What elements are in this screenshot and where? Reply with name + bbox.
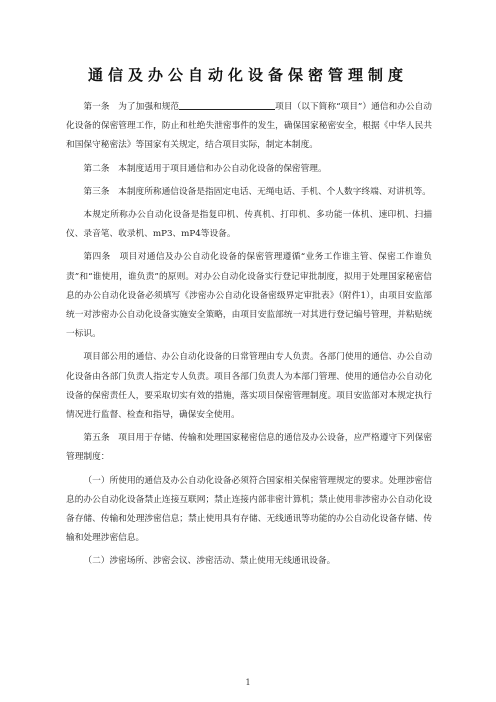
document-body <box>66 98 432 576</box>
paragraph-article-2: 第二条 本制度适用于项目通信和办公自动化设备的保密管理。 <box>83 163 327 174</box>
document-title: 通信及办公自动化设备保密管理制度 <box>87 66 408 84</box>
paragraph-article-4: 第四条 项目对通信及办公自动化设备的保密管理遵循“业务工作谁主管、保密工作谁负责”和“谁使用，谁负责”的原则。对办公自动化设备实行登记审批制度，拟用于处理国家秘密信息的办公自动化设备必须填写《涉密办公自动化设备密级界定审批表》（附件1），由项目安监部统一对涉密办公自动化设备实施安全策略，由项目安监部统一对其进行登记编号管理，并粘贴统一标识。 <box>66 252 432 340</box>
paragraph-item-2: （二）涉密场所、涉密会议、涉密活动、禁止使用无线通讯设备。 <box>83 556 336 567</box>
paragraph-text: 第一条 为了加强和规范 <box>83 102 180 112</box>
paragraph-article-3-definition: 本规定所称办公自动化设备是指复印机、传真机、打印机、多功能一体机、速印机、扫描仪、录音笔、收录机、mP3、mP4等设备。 <box>66 210 432 240</box>
paragraph-article-1 <box>66 98 432 156</box>
page-number: 1 <box>245 678 251 687</box>
paragraph-item-1: （一）所使用的通信及办公自动化设备必须符合国家相关保密管理规定的要求。处理涉密信息的办公自动化设备禁止连接互联网；禁止连接内部非密计算机；禁止使用非涉密办公自动化设备存储、传输和处理涉密信息；禁止使用具有存储、无线通讯等功能的办公自动化设备存储、传输和处理涉密信息。 <box>66 475 432 544</box>
fill-in-blank-line <box>179 100 275 110</box>
paragraph-article-3: 第三条 本制度所称通信设备是指固定电话、无绳电话、手机、个人数字终端、对讲机等。 <box>83 186 431 197</box>
paragraph-text: 项目（以下简称“项目”）通信和办公自动化设备的保密管理工作，防止和杜绝失泄密事件的发生，确保国家秘密安全，根据《中华人民共和国保守秘密法》等国家有关规定，结合项目实际，制定本制度。 <box>66 102 432 151</box>
paragraph-article-5: 第五条 项目用于存储、传输和处理国家秘密信息的通信及办公设备，应严格遵守下列保密管理制度： <box>66 433 432 463</box>
paragraph-article-4-management: 项目部公用的通信、办公自动化设备的日常管理由专人负责。各部门使用的通信、办公自动化设备由各部门负责人指定专人负责。项目各部门负责人为本部门管理、使用的通信办公自动化设备的保密责任人，要采取切实有效的措施，落实项目保密管理制度。项目安监部对本规定执行情况进行监督、检查和指导，确保安全使用。 <box>66 352 432 421</box>
